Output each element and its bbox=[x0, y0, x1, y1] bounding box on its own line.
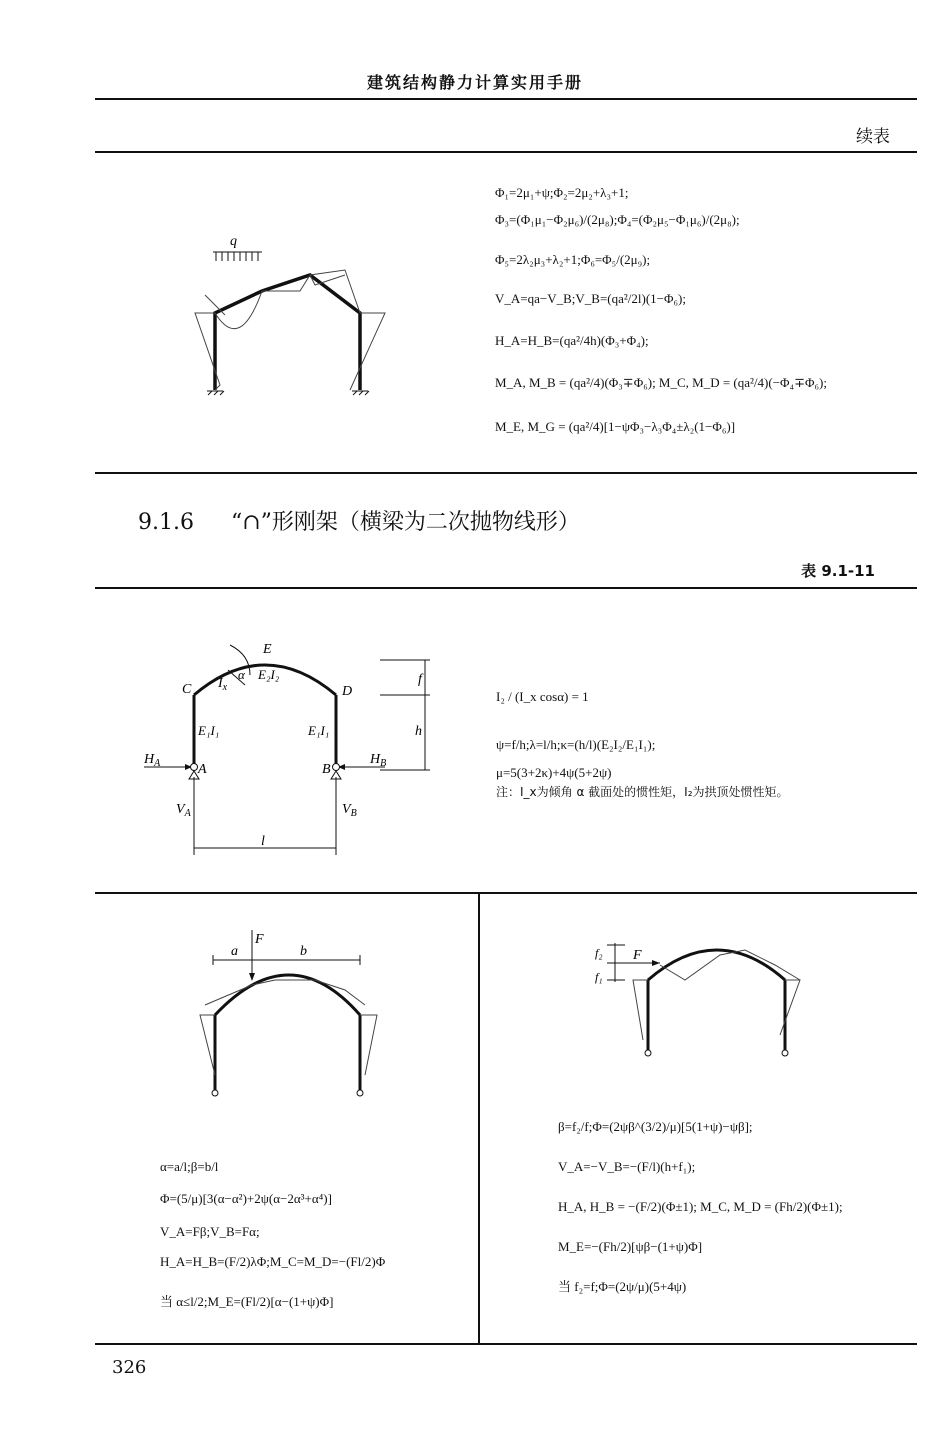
right-f2-label: f₂ bbox=[595, 946, 603, 960]
node-c-label: C bbox=[182, 682, 192, 697]
top-formula-1: Φ₁=2μ₁+ψ;Φ₂=2μ₂+λ₃+1; bbox=[495, 185, 629, 200]
vb-label: $V_B$ bbox=[342, 802, 357, 819]
top-formula-7: M_E, M_G = (qa²/4)[1−ψΦ₃−λ₃Φ₄±λ₂(1−Φ₆)] bbox=[495, 419, 736, 434]
parabolic-frame-diagram bbox=[130, 635, 450, 860]
va-label: $V_A$ bbox=[176, 802, 191, 819]
frame-formula-2: ψ=f/h;λ=l/h;κ=(h/l)(E₂I₂/E₁I₁); bbox=[496, 737, 656, 752]
right-formula-3: H_A, H_B = −(F/2)(Φ±1); M_C, M_D = (Fh/2)(Φ±1); bbox=[558, 1199, 843, 1214]
left-formula-1: α=a/l;β=b/l bbox=[160, 1159, 219, 1174]
left-a-label: a bbox=[231, 944, 238, 959]
hb-label: $H_B$ bbox=[370, 752, 387, 769]
table-header-rule bbox=[95, 587, 917, 589]
section-top-rule bbox=[95, 472, 917, 474]
top-formula-3: Φ₅=2λ₂μ₃+λ₂+1;Φ₆=Φ₅/(2μ₉); bbox=[495, 252, 651, 267]
node-b-label: B bbox=[322, 762, 331, 777]
frame-formula-1: I₂ / (I_x cosα) = 1 bbox=[496, 689, 589, 704]
section-title: “∩”形刚架（横梁为二次抛物线形） bbox=[230, 510, 580, 535]
left-formula-4: H_A=H_B=(F/2)λΦ;M_C=M_D=−(Fl/2)Φ bbox=[160, 1254, 386, 1269]
ha-label: $H_A$ bbox=[144, 752, 161, 769]
right-f1-label: f₁ bbox=[595, 970, 603, 984]
left-b-label: b bbox=[300, 944, 307, 959]
right-formula-5: 当 f₂=f;Φ=(2ψ/μ)(5+4ψ) bbox=[558, 1279, 687, 1294]
left-formula-2: Φ=(5/μ)[3(α−α²)+2ψ(α−2α³+α⁴)] bbox=[160, 1191, 332, 1206]
top-formula-6: M_A, M_B = (qa²/4)(Φ₃∓Φ₆); M_C, M_D = (qa²/4)(−Φ₄∓Φ₆); bbox=[495, 375, 827, 390]
table-bottom-rule bbox=[95, 1343, 917, 1345]
section-number: 9.1.6 bbox=[138, 510, 194, 535]
f-dimension-label: f bbox=[418, 672, 422, 687]
page-number: 326 bbox=[112, 1357, 147, 1378]
running-header: 建筑结构静力计算实用手册 bbox=[366, 73, 583, 92]
node-d-label: D bbox=[342, 684, 353, 699]
continued-label: 续表 bbox=[856, 127, 890, 147]
top-formula-2: Φ₃=(Φ₁μ₁−Φ₂μ₆)/(2μ₈);Φ₄=(Φ₂μ₅−Φ₁μ₆)/(2μ₈); bbox=[495, 212, 740, 227]
header-rule bbox=[95, 98, 917, 100]
right-f-label: F bbox=[633, 948, 642, 963]
table-top-rule bbox=[95, 151, 917, 153]
node-a-label: A bbox=[198, 762, 207, 777]
cases-top-rule bbox=[95, 892, 917, 894]
l-dimension-label: l bbox=[261, 834, 265, 849]
frame-note: 注：I_x为倾角 α 截面处的惯性矩，I₂为拱顶处惯性矩。 bbox=[496, 785, 789, 799]
h-dimension-label: h bbox=[415, 724, 422, 739]
section-heading bbox=[138, 505, 580, 536]
alpha-label: α bbox=[238, 667, 245, 682]
top-frame-diagram bbox=[180, 225, 410, 405]
top-formula-5: H_A=H_B=(qa²/4h)(Φ₃+Φ₄); bbox=[495, 333, 649, 348]
frame-formula-3: μ=5(3+2κ)+4ψ(5+2ψ) bbox=[496, 765, 612, 780]
e1i1-left-label: E₁I₁ bbox=[198, 723, 220, 738]
left-formula-3: V_A=Fβ;V_B=Fα; bbox=[160, 1224, 260, 1239]
right-formula-2: V_A=−V_B=−(F/l)(h+f₁); bbox=[558, 1159, 696, 1174]
top-formula-4: V_A=qa−V_B;V_B=(qa²/2l)(1−Φ₆); bbox=[495, 291, 686, 306]
cases-divider bbox=[478, 892, 480, 1344]
node-e-label: E bbox=[263, 642, 272, 657]
left-formula-5: 当 α≤l/2;M_E=(Fl/2)[α−(1+ψ)Φ] bbox=[160, 1294, 334, 1309]
left-f-label: F bbox=[255, 932, 264, 947]
ix-label: $I_x$ bbox=[218, 676, 228, 693]
right-case-diagram bbox=[585, 935, 815, 1065]
e2i2-label: E₂I₂ bbox=[258, 667, 280, 682]
right-formula-1: β=f₂/f;Φ=(2ψβ^(3/2)/μ)[5(1+ψ)−ψβ]; bbox=[558, 1119, 753, 1134]
load-q-label: q bbox=[230, 234, 237, 249]
left-case-diagram bbox=[195, 925, 385, 1100]
table-label: 表 9.1-11 bbox=[801, 562, 875, 580]
right-formula-4: M_E=−(Fh/2)[ψβ−(1+ψ)Φ] bbox=[558, 1239, 703, 1254]
e1i1-right-label: E₁I₁ bbox=[308, 723, 330, 738]
